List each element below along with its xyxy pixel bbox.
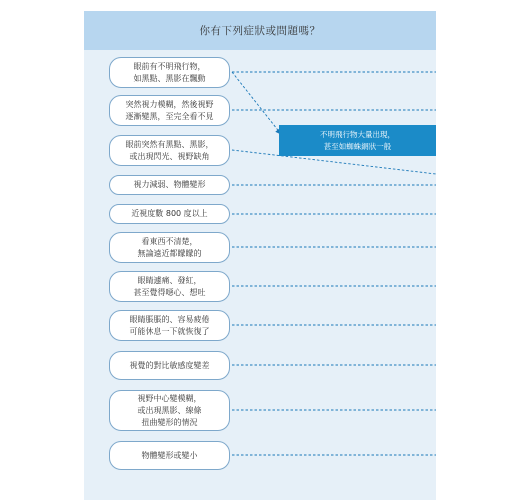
symptom-contrast-loss[interactable]: 視覺的對比敏感度變差 — [109, 351, 230, 380]
symptom-vision-distortion[interactable]: 視力減弱、物體變形 — [109, 175, 230, 195]
symptom-micropsia[interactable]: 物體變形或變小 — [109, 441, 230, 470]
symptom-central-distortion[interactable]: 視野中心變模糊， 或出現黑影、線條 扭曲變形的情況 — [109, 390, 230, 431]
page-title: 你有下列症狀或問題嗎？ — [84, 11, 436, 50]
symptom-high-myopia[interactable]: 近視度數 800 度以上 — [109, 204, 230, 224]
symptom-sudden-blur-blackout[interactable]: 突然視力模糊，然後視野 逐漸變黑，至完全看不見 — [109, 95, 230, 126]
symptom-hazy-vision[interactable]: 看東西不清楚， 無論遠近都矇矇的 — [109, 232, 230, 263]
symptom-flashes-field-loss[interactable]: 眼前突然有黑點、黑影， 或出現閃光、視野缺角 — [109, 135, 230, 166]
floaters-callout: 不明飛行物大量出現， 甚至如蜘蛛網狀一般 — [279, 125, 436, 156]
symptom-floaters[interactable]: 眼前有不明飛行物， 如黑點、黑影在飄動 — [109, 57, 230, 88]
connector-1-to-callout — [232, 72, 281, 134]
symptom-eye-strain[interactable]: 眼睛脹脹的、容易疲倦 可能休息一下就恢復了 — [109, 310, 230, 341]
symptom-eye-pain-nausea[interactable]: 眼睛遽痛、發紅， 甚至覺得噁心、想吐 — [109, 271, 230, 302]
